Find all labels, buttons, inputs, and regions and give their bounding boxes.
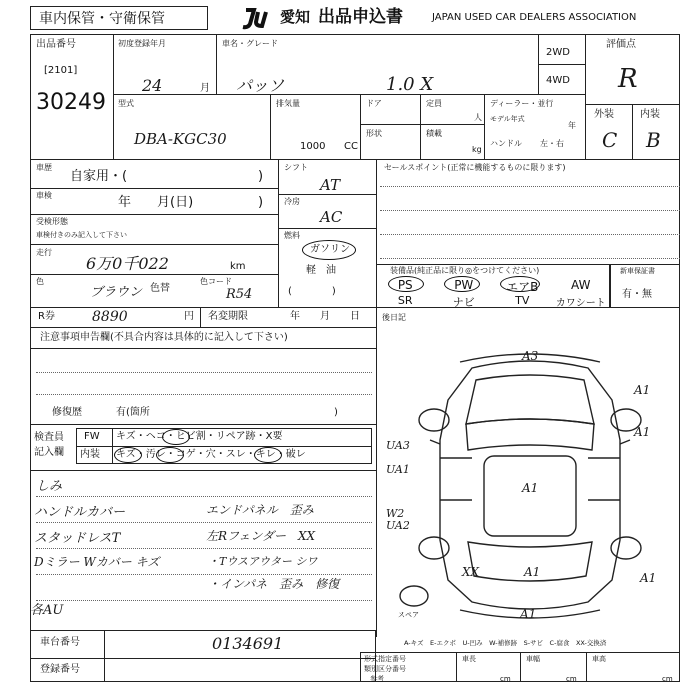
handle-label: ハンドル — [490, 139, 522, 148]
handwritten-note: ・インパネ 歪み 修復 — [208, 577, 340, 591]
equip-circle-pw — [444, 276, 480, 292]
damage-mark: A1 — [524, 565, 541, 579]
mileage-value: 6万0千022 — [86, 254, 169, 273]
equip-item: ナビ — [452, 296, 475, 309]
form-title: 出品申込書 — [318, 7, 403, 27]
inspection-label: 車検 — [36, 191, 52, 200]
damage-mark-left: W2 — [386, 507, 405, 520]
type-value: DBA-KGC30 — [134, 130, 227, 148]
damage-mark: A1 — [522, 481, 539, 495]
storage-label: 車内保管・守衛保管 — [39, 11, 165, 27]
year-unit: 年 — [568, 121, 576, 130]
chassis-box — [30, 630, 376, 682]
ac-value: AC — [320, 208, 343, 226]
damage-mark: A1 — [520, 607, 537, 621]
circle-mark — [114, 447, 142, 463]
color-code-value: R54 — [226, 287, 253, 302]
repair-close: ) — [334, 407, 338, 418]
lot-no-label: 出品番号 — [36, 39, 76, 50]
handwritten-note: エンドパネル 歪み — [206, 503, 314, 517]
circle-mark — [254, 447, 282, 463]
shift-value: AT — [320, 176, 341, 194]
width-label: 車幅 — [526, 655, 540, 663]
inspector-label-2: 記入欄 — [34, 447, 64, 458]
shift-label: シフト — [284, 163, 308, 172]
damage-mark: A1 — [634, 425, 651, 439]
warranty-label: 新車保証書 — [620, 267, 655, 275]
handwritten-note: ハンドルカバー — [34, 505, 126, 520]
receive-note: 車検付きのみ記入して下さい — [36, 231, 127, 239]
interior-score: B — [646, 128, 661, 152]
inspector-label-1: 検査員 — [34, 432, 64, 443]
receive-label: 受検形態 — [36, 217, 68, 226]
equip-item: AW — [571, 278, 591, 292]
damage-mark-left: UA2 — [386, 519, 410, 532]
interior-label: 内装 — [640, 109, 660, 120]
drive-4wd: 4WD — [546, 75, 570, 86]
displacement-label: 排気量 — [276, 99, 300, 108]
yen-unit: 円 — [184, 311, 194, 322]
diagram-label: 後日記 — [382, 313, 406, 322]
lot-number: 30249 — [36, 90, 106, 115]
handwritten-note: Dミラー Wカバー キズ — [34, 555, 160, 569]
handwritten-note: スタッドレスT — [34, 531, 121, 546]
damage-mark-left: UA1 — [386, 463, 410, 476]
handwritten-note: 左Rフェンダー XX — [206, 529, 316, 543]
model-no-label: 形式指定番号 — [364, 655, 406, 663]
handwritten-note: ・Tウスアウター シワ — [208, 555, 318, 568]
usage-label: 車歴 — [36, 163, 52, 172]
equip-item: カワシート — [555, 298, 606, 309]
equip-item: PS — [397, 278, 413, 292]
door-label: ドア — [366, 99, 382, 108]
damage-mark: XX — [462, 565, 480, 579]
repair-label: 修復歴 — [52, 407, 82, 418]
cm-unit: cm — [566, 675, 577, 683]
association-name: JAPAN USED CAR DEALERS ASSOCIATION — [432, 12, 637, 23]
month-unit: 月 — [200, 83, 210, 94]
drive-2wd: 2WD — [546, 47, 570, 58]
displacement-value: 1000 — [300, 141, 326, 152]
storage-box — [30, 6, 208, 30]
inspection-close: ) — [258, 195, 264, 210]
equip-circle-airbag — [500, 276, 540, 292]
sales-point-label: セールスポイント(正常に機能するものに限ります) — [384, 163, 566, 172]
spare-label: スペア — [398, 611, 419, 619]
cm-unit: cm — [662, 675, 673, 683]
inspector-row2: キズ・汚レ・コゲ・穴・スレ・キレ・破レ — [116, 449, 306, 460]
load-label: 積載 — [426, 129, 442, 138]
region-name: 愛知 — [280, 8, 311, 26]
capacity-label: 定員 — [426, 99, 442, 108]
cc-unit: CC — [344, 141, 358, 152]
tax-date: 年 月 日 — [290, 311, 360, 322]
exterior-label: 外装 — [594, 109, 614, 120]
first-reg-year: 24 — [142, 76, 163, 95]
usage-close: ) — [258, 169, 264, 184]
equip-item: PW — [454, 278, 474, 292]
recycle-value: 8890 — [92, 309, 128, 325]
model-name: パッソ — [236, 76, 285, 95]
fuel-diesel: 軽 油 — [306, 265, 336, 276]
cat-no-label: 類別区分番号 — [364, 665, 406, 673]
equip-circle-ps — [388, 276, 424, 292]
repair-value: 有(箇所 — [116, 407, 150, 418]
height-label: 車高 — [592, 655, 606, 663]
equip-item: TV — [515, 294, 530, 307]
km-unit: km — [230, 261, 246, 272]
inspector-row1-head: FW — [84, 431, 100, 442]
handle-lr: 左・右 — [540, 139, 564, 148]
inspector-row1: キズ・ヘコ・ヒビ割・リペア跡・X要 — [116, 431, 283, 442]
damage-mark: A1 — [634, 383, 651, 397]
grade-score-label: 評価点 — [606, 39, 636, 50]
model-year-label: モデル年式 — [490, 115, 525, 123]
equipment-label: 装備品(純正品に限り◎をつけてください) — [390, 266, 540, 275]
warranty-value: 有・無 — [622, 289, 652, 300]
grade-value: 1.0 X — [386, 74, 434, 95]
notes-label: 注意事項申告欄(不具合内容は具体的に記入して下さい) — [40, 332, 288, 343]
color-label: 色 — [36, 277, 44, 286]
type-label: 型式 — [118, 99, 134, 108]
circle-mark — [156, 447, 184, 463]
recycle-label: R券 — [38, 311, 55, 322]
damage-mark-left: UA3 — [386, 439, 410, 452]
damage-legend: A-キズ E-エクボ U-凹み W-補修跡 S-サビ C-腐食 XX-交換済 — [404, 639, 607, 647]
color-change-label: 色替 — [150, 283, 170, 294]
chassis-label: 車台番号 — [40, 637, 80, 648]
color-value: ブラウン — [90, 285, 143, 300]
inspection-value: 年 月(日) — [118, 195, 194, 210]
cm-unit: cm — [500, 675, 511, 683]
exterior-score: C — [602, 128, 618, 152]
ju-logo — [240, 6, 280, 30]
mileage-label: 走行 — [36, 248, 52, 257]
ref-label: 参考 — [370, 675, 384, 683]
chassis-value: 0134691 — [212, 634, 284, 653]
equip-item: SR — [397, 294, 413, 307]
kg-unit: kg — [472, 145, 482, 154]
handwritten-note: しみ — [36, 479, 63, 494]
dealer-label: ディーラー・並行 — [490, 99, 554, 108]
ac-label: 冷房 — [284, 197, 300, 206]
color-code-label: 色コード — [200, 277, 232, 286]
shape-label: 形状 — [366, 129, 382, 138]
equip-item: エアB — [506, 280, 539, 294]
usage-value: 自家用・( — [70, 169, 128, 184]
fuel-label: 燃料 — [284, 231, 300, 240]
lot-code: [2101] — [44, 65, 78, 76]
handwritten-note: 各AU — [30, 603, 64, 618]
person-unit: 人 — [474, 113, 482, 122]
model-label: 車名・グレード — [222, 39, 278, 48]
damage-mark: A3 — [522, 349, 539, 363]
damage-mark: A1 — [640, 571, 657, 585]
circle-mark — [162, 429, 190, 445]
fuel-other: ( ) — [288, 286, 336, 297]
inspector-row2-head: 内装 — [80, 449, 100, 460]
tax-label: 名変期限 — [208, 311, 248, 322]
registration-label: 登録番号 — [40, 664, 80, 675]
fuel-gas: ガソリン — [310, 244, 350, 255]
grade-score: R — [618, 64, 638, 94]
length-label: 車長 — [462, 655, 476, 663]
first-reg-label: 初度登録年月 — [118, 39, 166, 48]
